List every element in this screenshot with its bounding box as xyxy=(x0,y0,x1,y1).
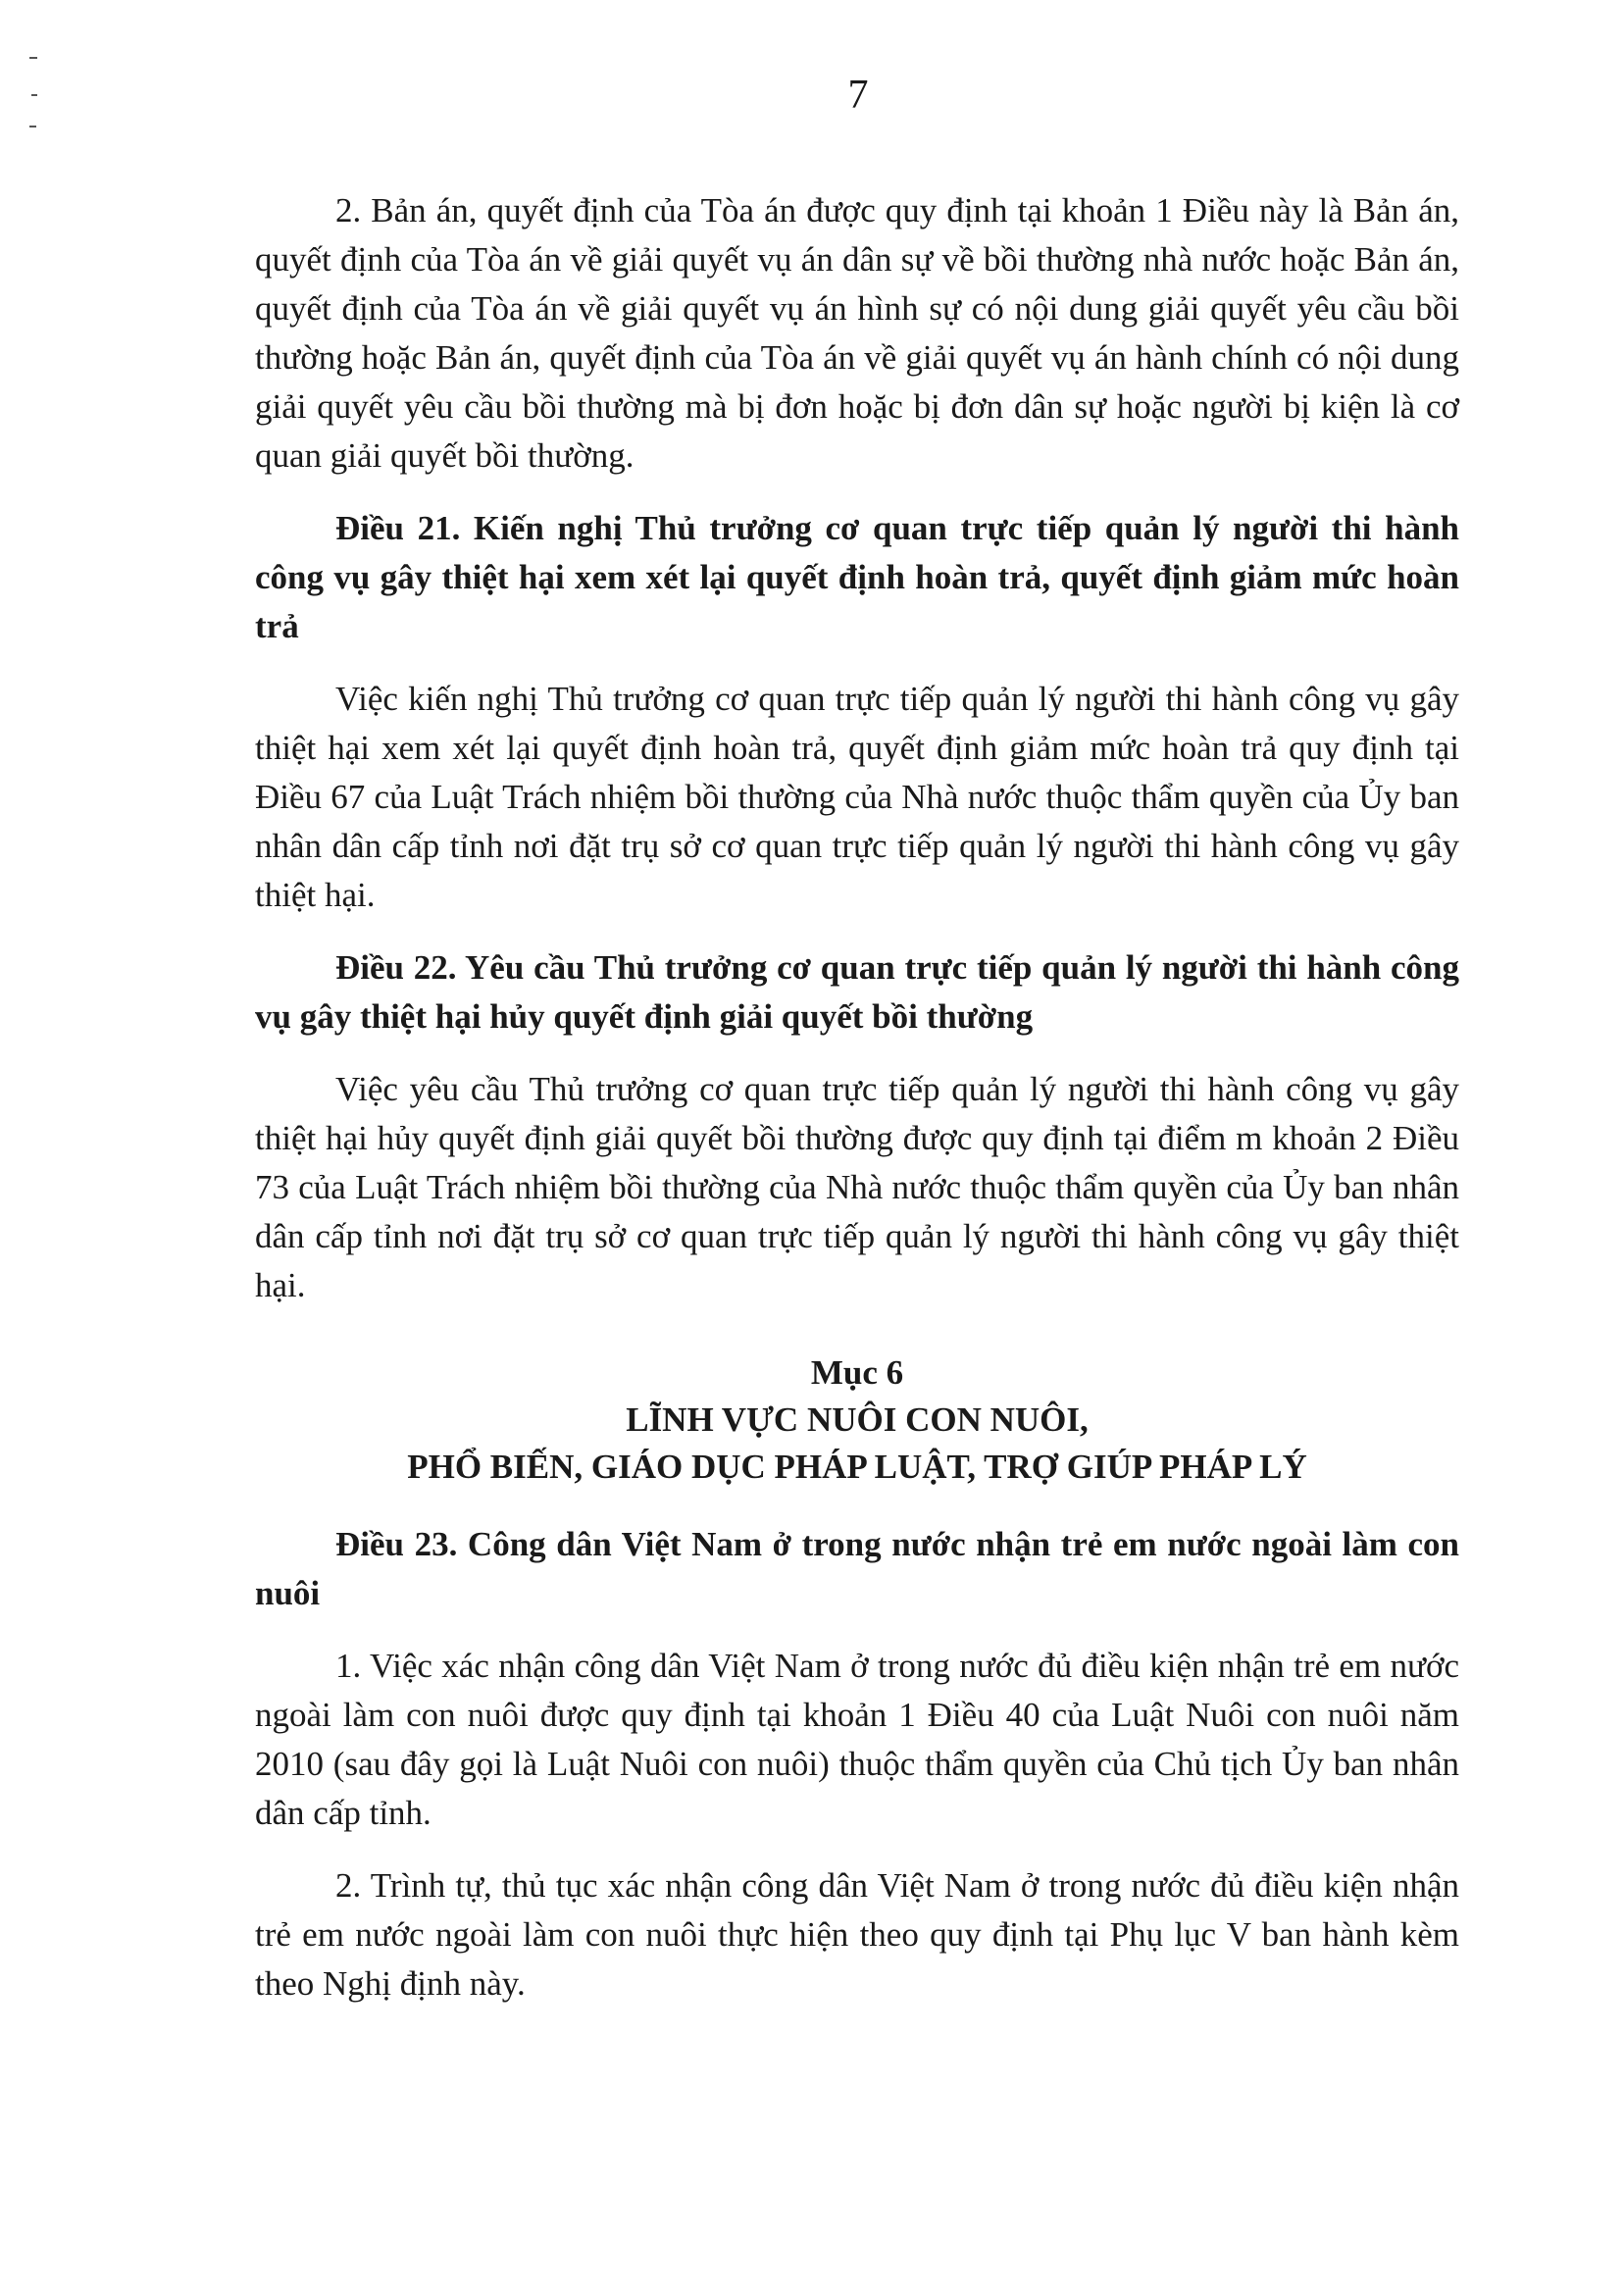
section-6-title xyxy=(255,1349,1459,1491)
article-22-heading: Điều 22. Yêu cầu Thủ trưởng cơ quan trực tiếp quản lý người thi hành công vụ gây thiệt hại hủy quyết định giải quyết bồi thường xyxy=(255,948,1459,1036)
section-number: Mục 6 xyxy=(810,1353,904,1392)
article-23-clause-2: 2. Trình tự, thủ tục xác nhận công dân Việt Nam ở trong nước đủ điều kiện nhận trẻ em nước ngoài làm con nuôi thực hiện theo quy định tại Phụ lục V ban hành kèm theo Nghị định này. xyxy=(255,1866,1459,2003)
article-22-body: Việc yêu cầu Thủ trưởng cơ quan trực tiếp quản lý người thi hành công vụ gây thiệt hại hủy quyết định giải quyết bồi thường được quy định tại điểm m khoản 2 Điều 73 của Luật Trách nhiệm bồi thường của Nhà nước thuộc thẩm quyền của Ủy ban nhân dân cấp tỉnh nơi đặt trụ sở cơ quan trực tiếp quản lý người thi hành công vụ gây thiệt hại. xyxy=(255,1070,1459,1304)
article-23-heading: Điều 23. Công dân Việt Nam ở trong nước nhận trẻ em nước ngoài làm con nuôi xyxy=(255,1525,1459,1612)
scan-speck xyxy=(29,57,37,59)
scan-speck xyxy=(29,126,36,127)
section-title-line-1: LĨNH VỰC NUÔI CON NUÔI, xyxy=(626,1400,1089,1439)
article-20-clause-2: 2. Bản án, quyết định của Tòa án được quy định tại khoản 1 Điều này là Bản án, quyết định của Tòa án về giải quyết vụ án dân sự về bồi thường nhà nước hoặc Bản án, quyết định của Tòa án về giải quyết vụ án hình sự có nội dung giải quyết yêu cầu bồi thường hoặc Bản án, quyết định của Tòa án về giải quyết vụ án hành chính có nội dung giải quyết yêu cầu bồi thường mà bị đơn hoặc bị đơn dân sự hoặc người bị kiện là cơ quan giải quyết bồi thường. xyxy=(255,191,1459,475)
article-21-heading: Điều 21. Kiến nghị Thủ trưởng cơ quan trực tiếp quản lý người thi hành công vụ gây thiệt hại xem xét lại quyết định hoàn trả, quyết định giảm mức hoàn trả xyxy=(255,509,1459,645)
page-number: 7 xyxy=(847,73,869,118)
section-title-line-2: PHỔ BIẾN, GIÁO DỤC PHÁP LUẬT, TRỢ GIÚP PHÁP LÝ xyxy=(407,1448,1307,1486)
article-21-body: Việc kiến nghị Thủ trưởng cơ quan trực tiếp quản lý người thi hành công vụ gây thiệt hại xem xét lại quyết định hoàn trả, quyết định giảm mức hoàn trả quy định tại Điều 67 của Luật Trách nhiệm bồi thường của Nhà nước thuộc thẩm quyền của Ủy ban nhân dân cấp tỉnh nơi đặt trụ sở cơ quan trực tiếp quản lý người thi hành công vụ gây thiệt hại. xyxy=(255,680,1459,914)
article-23-clause-1: 1. Việc xác nhận công dân Việt Nam ở trong nước đủ điều kiện nhận trẻ em nước ngoài làm con nuôi được quy định tại khoản 1 Điều 40 của Luật Nuôi con nuôi năm 2010 (sau đây gọi là Luật Nuôi con nuôi) thuộc thẩm quyền của Chủ tịch Ủy ban nhân dân cấp tỉnh. xyxy=(255,1647,1459,1832)
document-body xyxy=(255,186,1459,2032)
